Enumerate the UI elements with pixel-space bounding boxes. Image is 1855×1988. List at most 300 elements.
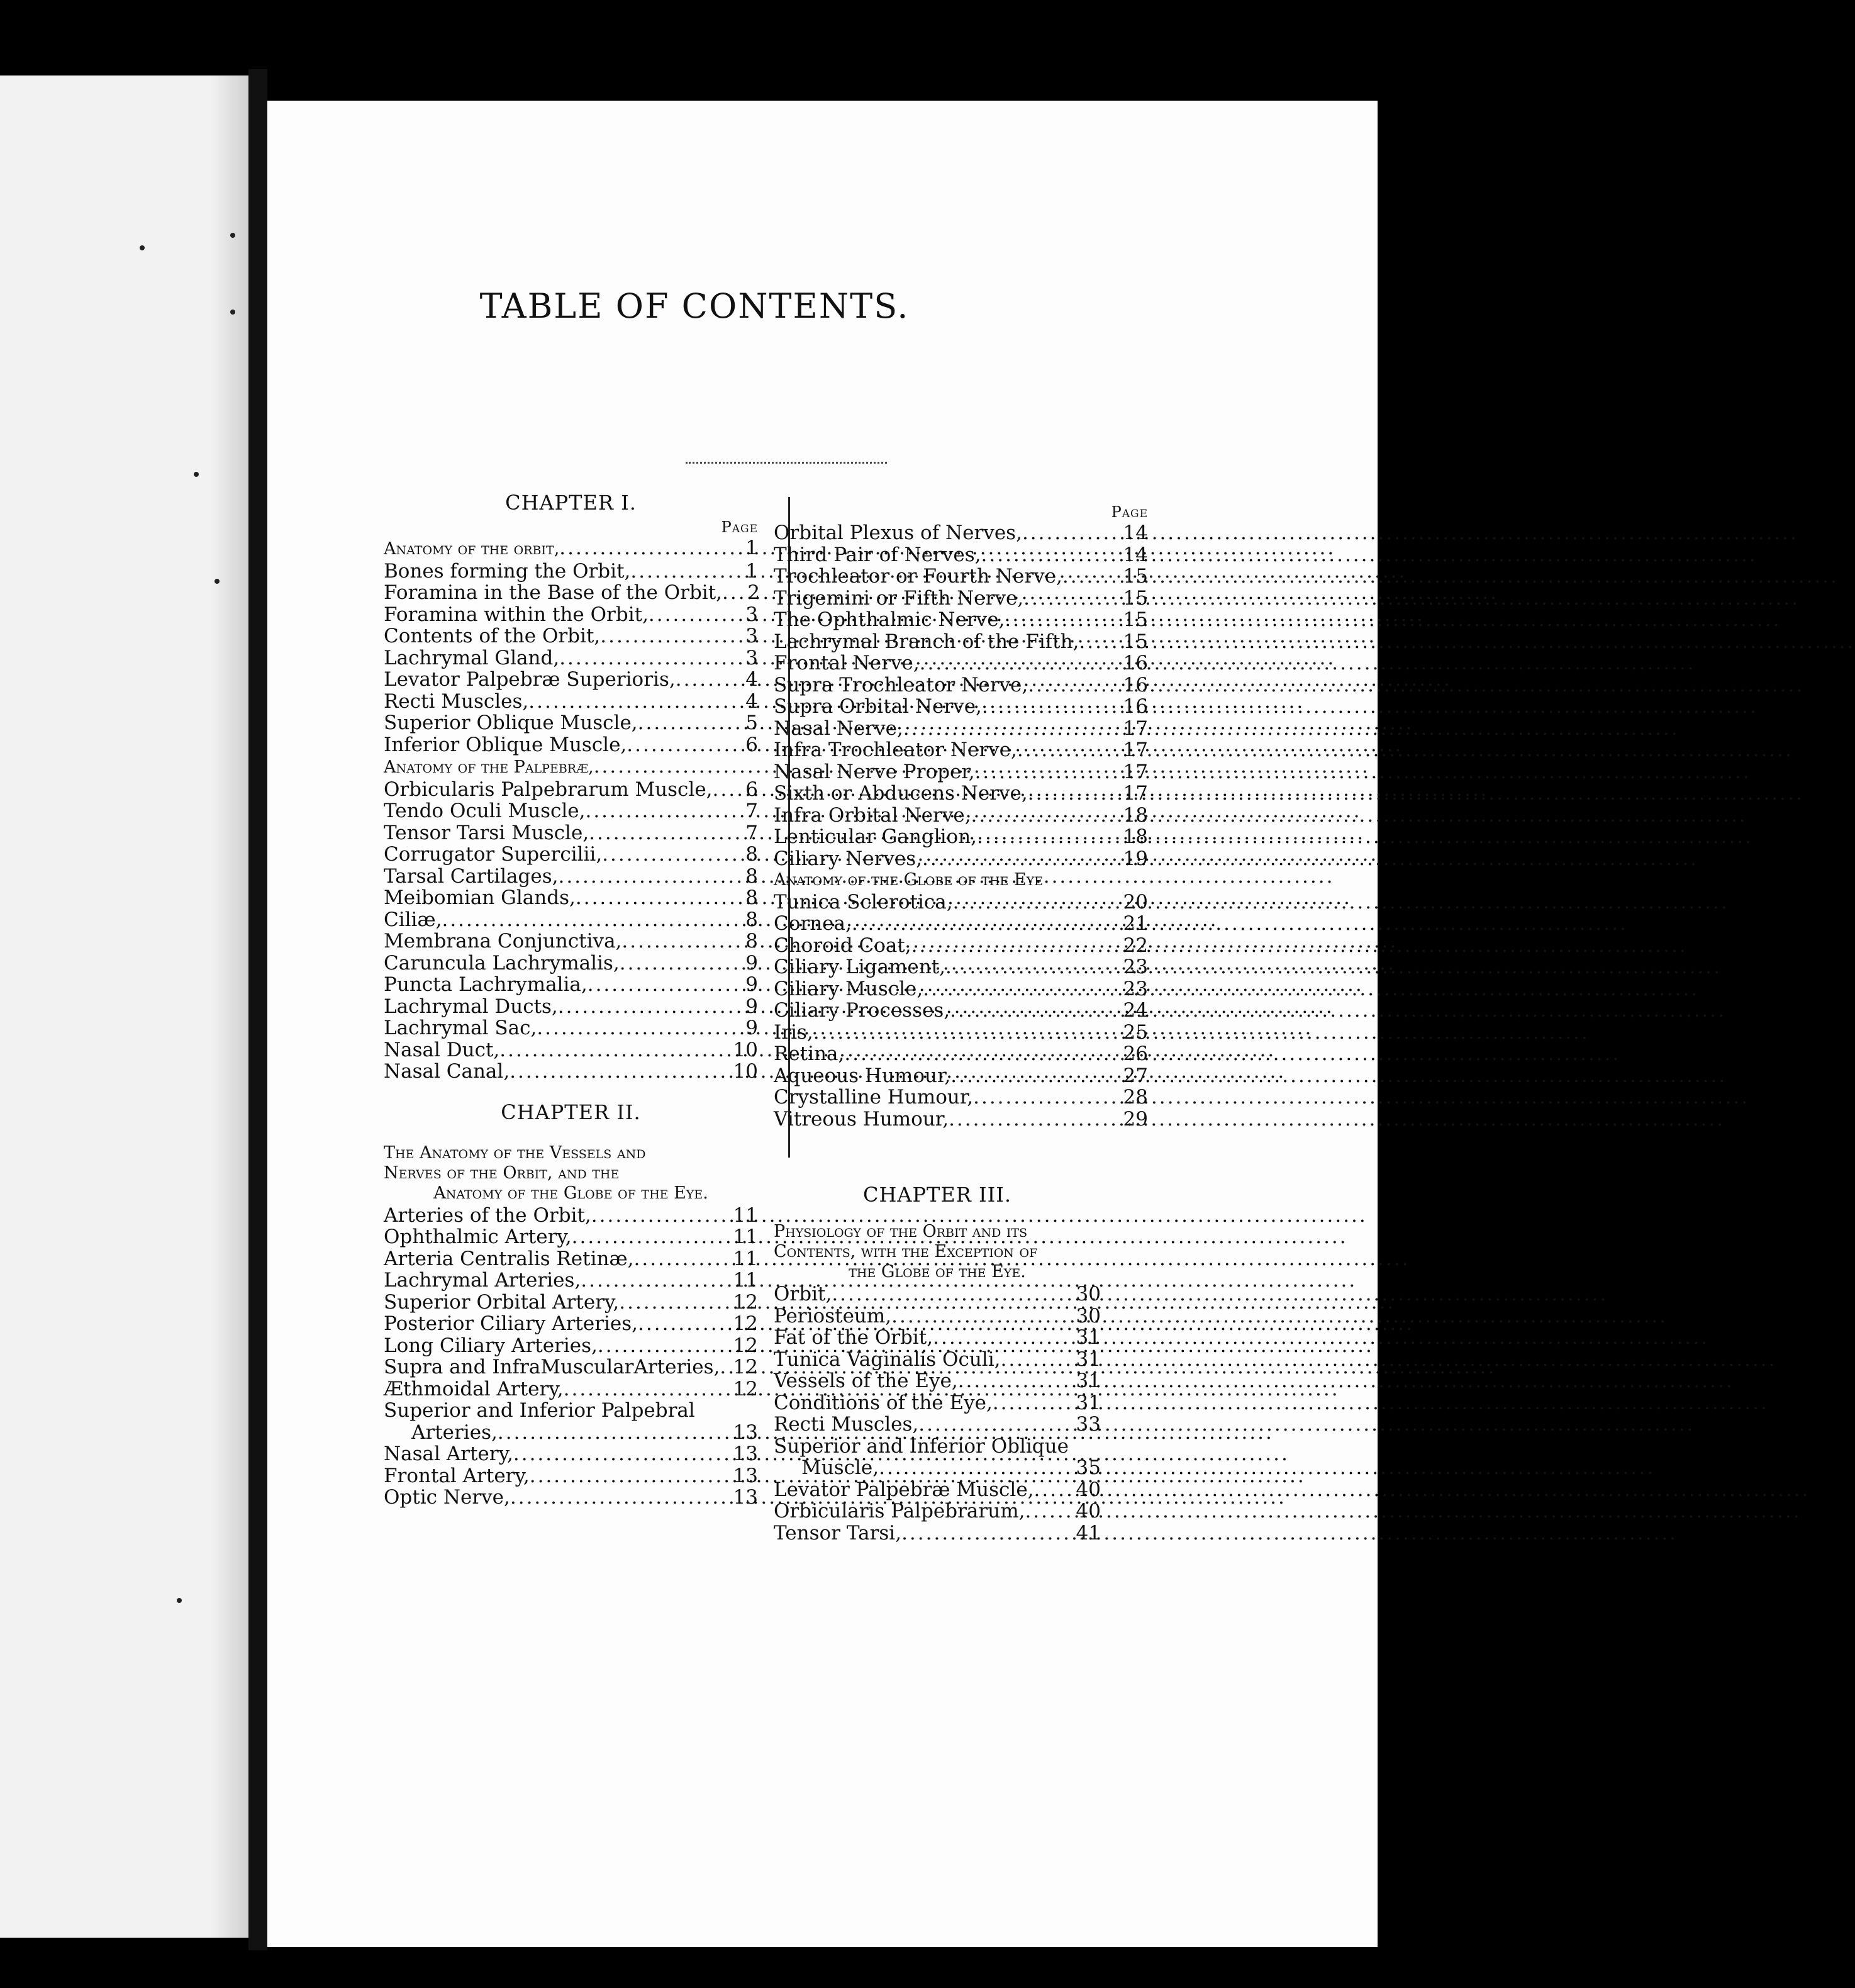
toc-entry-title: Frontal Nerve, — [774, 652, 920, 674]
toc-leader-dots — [589, 822, 729, 844]
toc-entry-page-number: 18 — [1123, 803, 1148, 827]
toc-entry-page-number: 35 — [1076, 1456, 1101, 1479]
toc-entry-title: Infra Trochleator Nerve, — [774, 739, 1017, 761]
toc-entry-page-number: 2 — [747, 581, 760, 604]
toc-entry — [384, 1356, 758, 1378]
toc-leader-dots — [1005, 609, 1119, 631]
toc-entry-title: Long Ciliary Arteries, — [384, 1334, 598, 1357]
toc-entry-title: Anatomy of the Globe of the Eye — [774, 870, 1044, 890]
toc-entry-page-number: 15 — [1123, 608, 1148, 631]
chapter-3-description — [774, 1222, 1101, 1282]
toc-entry — [774, 522, 1148, 544]
toc-entry-page-number: 8 — [745, 843, 758, 866]
toc-leader-dots — [585, 800, 729, 822]
toc-entry — [384, 537, 758, 561]
toc-entry — [384, 582, 758, 604]
chapter-1-heading: CHAPTER I. — [505, 491, 637, 515]
ink-speck — [230, 233, 235, 238]
toc-leader-dots — [950, 1065, 1119, 1087]
toc-entry-page-number: 3 — [745, 625, 758, 647]
toc-entry-page-number: 3 — [745, 646, 758, 669]
toc-leader-dots — [971, 805, 1119, 827]
toc-entry — [774, 566, 1148, 588]
toc-entry — [774, 805, 1148, 827]
toc-leader-dots — [620, 952, 729, 974]
toc-leader-dots — [442, 909, 729, 931]
toc-entry-page-number: 29 — [1123, 1107, 1148, 1131]
toc-entry-title: Conditions of the Eye, — [774, 1391, 993, 1414]
toc-entry-page-number: 5 — [745, 712, 758, 734]
toc-entry — [774, 891, 1148, 913]
toc-entry-title: Nasal Nerve Proper, — [774, 760, 975, 783]
toc-leader-dots — [588, 974, 729, 996]
toc-leader-dots — [1023, 588, 1119, 610]
toc-entry — [774, 869, 1148, 891]
toc-entry — [774, 1086, 1148, 1108]
toc-entry — [384, 1400, 758, 1422]
chapter-3-heading: CHAPTER III. — [862, 1183, 1012, 1207]
left-facing-page — [0, 75, 248, 1938]
toc-entry — [384, 1061, 758, 1083]
toc-leader-dots — [510, 1487, 729, 1509]
toc-entry-page-number: 10 — [733, 1060, 758, 1083]
toc-entry — [384, 909, 758, 931]
toc-entry-title: Tensor Tarsi, — [774, 1521, 902, 1544]
toc-entry-title: Superior and Inferior Palpebral — [384, 1399, 695, 1422]
toc-entry — [774, 848, 1148, 870]
toc-leader-dots — [649, 604, 729, 626]
left-column — [384, 484, 758, 1509]
toc-entry — [774, 1349, 1101, 1371]
toc-entry-title: Contents of the Orbit, — [384, 625, 601, 647]
chapter-3-description-line: the Globe of the Eye. — [849, 1262, 1026, 1282]
toc-entry-title: Nasal Canal, — [384, 1060, 510, 1083]
toc-entry-page-number: 12 — [733, 1312, 758, 1335]
toc-entry-title: Lenticular Ganglion, — [774, 825, 978, 848]
toc-leader-dots — [530, 1465, 729, 1487]
toc-entry-title: Lachrymal Sac, — [384, 1017, 537, 1039]
toc-entry-title: Anatomy of the orbit, — [384, 539, 560, 559]
toc-entry-title: Anatomy of the Palpebræ, — [384, 757, 594, 777]
toc-entry-title: The Ophthalmic Nerve, — [774, 608, 1005, 631]
page-column-label: Page — [721, 518, 758, 536]
toc-entry — [384, 1487, 758, 1509]
toc-entry — [774, 588, 1148, 610]
toc-entry — [384, 1205, 758, 1227]
toc-leader-dots — [950, 1000, 1119, 1022]
toc-entry — [384, 1465, 758, 1487]
toc-entry — [774, 1500, 1101, 1522]
toc-leader-dots — [528, 691, 729, 713]
toc-leader-dots — [1017, 739, 1119, 761]
toc-entry — [774, 1000, 1148, 1022]
chapter-2-description-line: The Anatomy of the Vessels and — [384, 1142, 646, 1163]
toc-entry-page-number: 18 — [1123, 825, 1148, 848]
toc-leader-dots — [922, 848, 1119, 870]
toc-entry-page-number: 13 — [733, 1486, 758, 1509]
toc-leader-dots — [564, 1378, 729, 1400]
ink-speck — [140, 245, 145, 250]
toc-entry — [774, 935, 1148, 957]
toc-entry-title: Bones forming the Orbit, — [384, 559, 631, 583]
toc-entry-page-number: 1 — [745, 537, 758, 559]
toc-leader-dots — [1034, 1479, 1072, 1501]
toc-entry — [774, 1022, 1148, 1044]
toc-entry — [774, 1043, 1148, 1065]
toc-leader-dots — [911, 935, 1119, 957]
toc-leader-dots — [499, 1039, 729, 1061]
toc-entry-page-number: 11 — [733, 1203, 758, 1227]
toc-leader-dots — [537, 1017, 729, 1039]
toc-leader-dots — [600, 625, 729, 647]
toc-entry-page-number: 26 — [1123, 1042, 1148, 1065]
toc-entry-title: Lachrymal Branch of the Fifth, — [774, 630, 1079, 653]
toc-entry-page-number: 15 — [1123, 630, 1148, 653]
toc-entry — [384, 712, 758, 734]
toc-entry-title: Ciliary Processes, — [774, 999, 950, 1022]
toc-entry-page-number: 8 — [745, 908, 758, 931]
toc-leader-dots — [832, 1283, 1072, 1305]
toc-entry — [774, 718, 1148, 740]
chapter-2-entries — [384, 1205, 758, 1509]
toc-entry-title: Æthmoidal Artery, — [384, 1377, 564, 1400]
toc-entry — [774, 631, 1148, 653]
toc-entry — [774, 652, 1148, 674]
toc-entry — [384, 974, 758, 996]
page-curve-shadow — [211, 75, 248, 1938]
chapter-1-entries — [384, 537, 758, 1083]
toc-entry — [774, 674, 1148, 696]
toc-entry-page-number: 12 — [733, 1377, 758, 1400]
toc-entry — [774, 1108, 1148, 1131]
toc-entry — [774, 1479, 1101, 1501]
toc-entry-title: Puncta Lachrymalia, — [384, 973, 588, 996]
toc-entry-page-number: 6 — [745, 733, 758, 756]
toc-entry-title: Trigemini or Fifth Nerve, — [774, 586, 1024, 610]
toc-entry-title: Lachrymal Arteries, — [384, 1269, 581, 1292]
toc-entry-page-number: 30 — [1076, 1304, 1101, 1327]
ink-speck — [214, 579, 220, 584]
chapter-3-description-line: Contents, with the Exception of — [774, 1242, 1038, 1261]
toc-entry-title: Choroid Coat, — [774, 934, 911, 957]
toc-entry — [384, 996, 758, 1018]
toc-leader-dots — [918, 1414, 1072, 1436]
toc-entry-title: Frontal Artery, — [384, 1464, 530, 1487]
toc-entry-title: Iris, — [774, 1020, 813, 1044]
toc-entry-title: Orbicularis Palpebrarum, — [774, 1500, 1025, 1522]
toc-entry-page-number: 9 — [745, 995, 758, 1018]
toc-entry — [774, 544, 1148, 566]
toc-leader-dots — [598, 1335, 729, 1357]
toc-leader-dots — [933, 1327, 1072, 1349]
toc-entry — [774, 978, 1148, 1000]
toc-leader-dots — [720, 1356, 729, 1378]
toc-entry-page-number: 40 — [1076, 1478, 1101, 1501]
toc-entry — [384, 1292, 758, 1314]
toc-entry — [774, 826, 1148, 848]
toc-entry-page-number: 17 — [1123, 717, 1148, 740]
toc-entry-page-number: 9 — [745, 951, 758, 974]
toc-entry-page-number: 25 — [1123, 1020, 1148, 1044]
toc-entry-title: Membrana Conjunctiva, — [384, 930, 622, 952]
toc-entry-page-number: 19 — [1123, 847, 1148, 870]
toc-entry — [774, 761, 1148, 783]
toc-leader-dots — [903, 718, 1119, 740]
page-title: TABLE OF CONTENTS. — [479, 286, 910, 326]
toc-entry-page-number: 7 — [745, 821, 758, 844]
toc-leader-dots — [559, 647, 729, 669]
toc-entry — [774, 1414, 1101, 1436]
toc-entry-title: Recti Muscles, — [384, 690, 529, 713]
toc-leader-dots — [498, 1422, 729, 1444]
toc-leader-dots — [594, 756, 729, 778]
toc-entry-title: Arteries, — [411, 1421, 498, 1444]
toc-entry-title: Orbicularis Palpebrarum Muscle, — [384, 778, 713, 801]
toc-entry-page-number: 12 — [733, 1356, 758, 1378]
toc-leader-dots — [1079, 631, 1119, 653]
toc-entry-page-number: 17 — [1123, 739, 1148, 761]
toc-entry-title: Periosteum, — [774, 1304, 892, 1327]
toc-entry-page-number: 12 — [733, 1334, 758, 1357]
toc-entry — [774, 1436, 1101, 1458]
toc-entry-page-number: 24 — [1123, 999, 1148, 1022]
toc-entry-page-number: 8 — [745, 930, 758, 952]
toc-entry — [774, 696, 1148, 718]
toc-leader-dots — [1028, 783, 1119, 805]
toc-entry — [384, 1270, 758, 1292]
chapter-3-description-line: Physiology of the Orbit and its — [774, 1222, 1028, 1241]
toc-entry-title: Orbit, — [774, 1283, 832, 1305]
toc-entry — [774, 1392, 1101, 1414]
toc-leader-dots — [581, 1270, 729, 1292]
toc-leader-dots — [920, 652, 1119, 674]
toc-leader-dots — [879, 1457, 1072, 1479]
toc-leader-dots — [993, 1392, 1072, 1414]
toc-entry-page-number: 23 — [1123, 956, 1148, 978]
page-column-label: Page — [1111, 503, 1148, 521]
toc-leader-dots — [676, 669, 729, 691]
toc-entry — [384, 1313, 758, 1335]
toc-entry-page-number: 4 — [745, 668, 758, 691]
chapter-2-description — [384, 1143, 758, 1203]
toc-entry — [774, 1065, 1148, 1087]
toc-entry-page-number: 8 — [745, 864, 758, 888]
toc-entry-title: Superior Orbital Artery, — [384, 1290, 620, 1314]
toc-entry-title: Ciliary Nerves, — [774, 847, 923, 870]
toc-entry — [384, 1226, 758, 1248]
toc-entry-title: Foramina in the Base of the Orbit, — [384, 581, 723, 604]
toc-leader-dots — [981, 544, 1119, 566]
toc-entry-title: Lachrymal Gland, — [384, 646, 560, 669]
chapter-3-section — [774, 1176, 1101, 1544]
toc-entry — [384, 1335, 758, 1357]
toc-entry-title: Tendo Oculi Muscle, — [384, 800, 586, 822]
toc-entry — [384, 691, 758, 713]
toc-entry-page-number: 31 — [1076, 1391, 1101, 1414]
toc-leader-dots — [619, 1292, 729, 1314]
toc-leader-dots — [558, 996, 729, 1018]
book-gutter — [248, 69, 267, 1950]
title-ornament-rule — [686, 462, 887, 464]
toc-entry-title: Posterior Ciliary Arteries, — [384, 1312, 638, 1335]
toc-entry-title: Superior Oblique Muscle, — [384, 712, 638, 734]
toc-entry-title: Tarsal Cartilages, — [384, 864, 559, 888]
toc-entry-page-number: 12 — [733, 1290, 758, 1314]
toc-entry — [774, 783, 1148, 805]
toc-entry — [774, 609, 1148, 631]
toc-leader-dots — [558, 866, 729, 888]
toc-entry-page-number: 16 — [1123, 673, 1148, 696]
toc-entry — [774, 1457, 1101, 1479]
toc-entry — [384, 604, 758, 626]
toc-entry-title: Infra Orbital Nerve, — [774, 803, 971, 827]
toc-entry-page-number: 41 — [1076, 1521, 1101, 1544]
toc-leader-dots — [621, 930, 729, 952]
toc-leader-dots — [923, 978, 1119, 1000]
toc-entry-title: Muscle, — [801, 1456, 879, 1479]
toc-leader-dots — [638, 1313, 729, 1335]
toc-entry-page-number: 11 — [733, 1269, 758, 1292]
toc-entry-page-number: 17 — [1123, 760, 1148, 783]
toc-entry-page-number: 7 — [745, 800, 758, 822]
toc-entry-page-number: 30 — [1076, 1283, 1101, 1305]
toc-entry-title: Lachrymal Ducts, — [384, 995, 558, 1018]
toc-leader-dots — [958, 1370, 1072, 1392]
toc-entry-title: Supra Orbital Nerve, — [774, 695, 982, 718]
toc-entry-page-number: 14 — [1123, 522, 1148, 544]
toc-leader-dots — [975, 761, 1119, 783]
toc-leader-dots — [722, 582, 731, 604]
toc-entry-title: Cornea, — [774, 912, 852, 935]
toc-entry — [384, 756, 758, 779]
toc-entry — [774, 956, 1148, 978]
toc-entry — [384, 669, 758, 691]
toc-entry-title: Third Pair of Nerves, — [774, 543, 981, 566]
toc-entry-title: Superior and Inferior Oblique — [774, 1434, 1069, 1458]
toc-entry — [384, 930, 758, 952]
toc-entry-page-number: 31 — [1076, 1348, 1101, 1371]
toc-entry — [384, 561, 758, 583]
toc-entry-title: Supra and InfraMuscularArteries, — [384, 1356, 720, 1378]
toc-entry-title: Meibomian Glands, — [384, 886, 576, 909]
toc-entry-page-number: 8 — [745, 886, 758, 909]
chapter-2-description-line: Nerves of the Orbit, and the — [384, 1163, 620, 1183]
toc-entry — [774, 1305, 1101, 1327]
toc-entry-page-number: 15 — [1123, 586, 1148, 610]
toc-entry-page-number: 13 — [733, 1443, 758, 1465]
toc-entry-title: Vitreous Humour, — [774, 1107, 949, 1131]
toc-entry-title: Vessels of the Eye, — [774, 1370, 958, 1392]
toc-entry — [774, 1283, 1101, 1305]
toc-entry-title: Fat of the Orbit, — [774, 1326, 933, 1349]
toc-entry — [774, 1327, 1101, 1349]
toc-entry-page-number: 23 — [1123, 977, 1148, 1000]
toc-entry-page-number: 13 — [733, 1464, 758, 1487]
toc-leader-dots — [572, 1226, 729, 1248]
toc-entry-page-number: 1 — [745, 559, 758, 583]
toc-entry — [774, 1522, 1101, 1544]
toc-entry-page-number: 20 — [1123, 890, 1148, 913]
toc-entry-title: Trochleator or Fourth Nerve, — [774, 565, 1062, 588]
toc-entry — [384, 1422, 758, 1444]
toc-entry — [384, 822, 758, 844]
toc-entry-page-number: 9 — [745, 1017, 758, 1039]
toc-leader-dots — [982, 696, 1119, 718]
toc-entry-title: Ophthalmic Artery, — [384, 1226, 572, 1248]
toc-leader-dots — [559, 537, 729, 559]
chapter-2-description-line: Anatomy of the Globe of the Eye. — [433, 1183, 708, 1203]
toc-entry — [384, 1248, 758, 1270]
right-column — [774, 503, 1148, 1130]
chapter-3-entries — [774, 1283, 1101, 1544]
toc-leader-dots — [1062, 566, 1119, 588]
toc-leader-dots — [591, 1205, 729, 1227]
toc-entry-title: Tunica Sclerotica, — [774, 890, 953, 913]
toc-leader-dots — [510, 1061, 729, 1083]
toc-entry-title: Orbital Plexus of Nerves, — [774, 522, 1022, 544]
toc-entry — [384, 1378, 758, 1400]
toc-entry-page-number: 9 — [745, 973, 758, 996]
toc-leader-dots — [630, 561, 729, 583]
toc-leader-dots — [901, 1522, 1072, 1544]
toc-entry-title: Nasal Nerve, — [774, 717, 903, 740]
toc-leader-dots — [953, 891, 1119, 913]
toc-entry-page-number: 4 — [745, 690, 758, 713]
toc-entry — [384, 647, 758, 669]
toc-leader-dots — [977, 826, 1119, 848]
toc-entry-title: Nasal Duct, — [384, 1038, 500, 1061]
toc-entry-page-number: 40 — [1076, 1500, 1101, 1522]
toc-leader-dots — [513, 1443, 729, 1465]
toc-entry-page-number: 11 — [733, 1226, 758, 1248]
chapter-2-heading: CHAPTER II. — [501, 1100, 641, 1124]
toc-entry-page-number: 16 — [1123, 695, 1148, 718]
toc-entry-title: Aqueous Humour, — [774, 1064, 951, 1087]
toc-entry-page-number: 27 — [1123, 1064, 1148, 1087]
toc-leader-dots — [638, 712, 729, 734]
toc-entry-title: Tensor Tarsi Muscle, — [384, 821, 589, 844]
toc-entry-title: Ciliary Muscle, — [774, 977, 923, 1000]
toc-leader-dots — [852, 913, 1119, 935]
toc-entry — [384, 734, 758, 756]
toc-leader-dots — [602, 844, 729, 866]
toc-entry-title: Levator Palpebræ Superioris, — [384, 668, 676, 691]
toc-entry-title: Levator Palpebræ Muscle, — [774, 1478, 1034, 1501]
toc-entry-title: Arteria Centralis Retinæ, — [384, 1247, 634, 1270]
toc-leader-dots — [633, 1248, 729, 1270]
toc-entry-page-number: 22 — [1123, 934, 1148, 957]
toc-entry-title: Corrugator Supercilii, — [384, 843, 603, 866]
toc-entry — [384, 625, 758, 647]
toc-entry-page-number: 11 — [733, 1247, 758, 1270]
chapter-2-entries-continued — [774, 522, 1148, 1130]
toc-leader-dots — [1022, 522, 1119, 544]
toc-entry-page-number: 10 — [733, 1038, 758, 1061]
toc-leader-dots — [949, 1108, 1119, 1131]
toc-entry-page-number: 15 — [1123, 565, 1148, 588]
toc-entry-page-number: 6 — [745, 778, 758, 801]
toc-entry-title: Sixth or Abducens Nerve, — [774, 782, 1028, 805]
toc-entry-title: Ciliary Ligament, — [774, 956, 945, 978]
toc-entry-title: Retina, — [774, 1042, 845, 1065]
toc-leader-dots — [973, 1086, 1119, 1108]
toc-leader-dots — [813, 1022, 1119, 1044]
toc-entry — [384, 887, 758, 909]
toc-entry-page-number: 28 — [1123, 1086, 1148, 1108]
toc-entry-page-number: 17 — [1123, 782, 1148, 805]
toc-entry — [774, 913, 1148, 935]
toc-entry-title: Recti Muscles, — [774, 1413, 919, 1436]
